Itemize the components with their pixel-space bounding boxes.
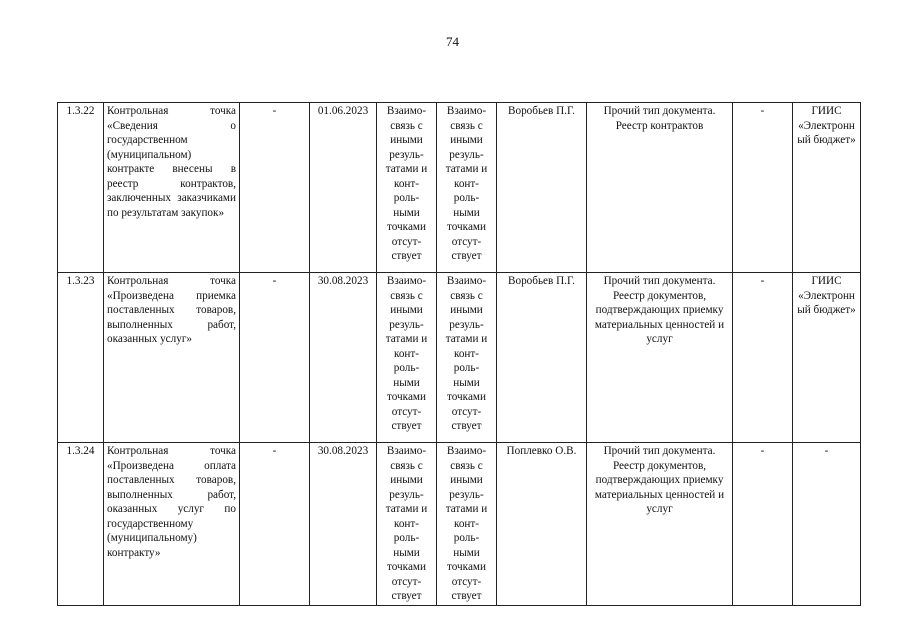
control-point-name: Контрольная точка «Произведена приемка поставленных товаров, выполненных работ, оказанных услуг» — [104, 273, 240, 443]
link-text-line: ствует — [451, 250, 482, 262]
page-number: 74 — [446, 34, 459, 49]
responsible-cell: Поплевко О.В. — [497, 443, 587, 606]
level-cell: - — [733, 273, 793, 443]
link-text-line: связь с — [450, 289, 483, 302]
link-text-line: роль- — [393, 532, 420, 544]
link-text-line: ствует — [391, 420, 422, 432]
link-text-line: иными — [450, 304, 483, 316]
link-text-line: татами и — [445, 503, 488, 515]
link-text-line: Взаимо- — [446, 105, 487, 117]
link-text-line: связь с — [390, 289, 423, 302]
link-text-line: конт- — [393, 347, 420, 360]
link-text-line: конт- — [453, 517, 480, 530]
link-text-line: Взаимо- — [446, 445, 487, 457]
link-text-line: конт- — [453, 177, 480, 190]
link-text-line: ствует — [391, 250, 422, 262]
date-cell: 30.08.2023 — [310, 443, 377, 606]
link-text-line: роль- — [453, 362, 480, 374]
link-text-line: иными — [450, 134, 483, 146]
link-text-line: точками — [447, 391, 486, 403]
link-text-line: резуль- — [449, 318, 484, 331]
link-text-line: роль- — [453, 532, 480, 544]
link-text-line: конт- — [393, 177, 420, 190]
link-text-line: отсут- — [451, 575, 482, 588]
link-text-line: резуль- — [389, 148, 424, 161]
system-cell: - — [793, 443, 861, 606]
link-next-cell — [437, 443, 497, 606]
link-text-line: татами и — [445, 163, 488, 175]
responsible-cell: Воробьев П.Г. — [497, 273, 587, 443]
document-cell: Прочий тип документа. Реестр документов, подтверждающих приемку материальных ценностей и услуг — [587, 443, 733, 606]
link-text-line: ными — [453, 206, 480, 219]
link-text-line: иными — [390, 134, 423, 146]
link-text-line: точками — [387, 221, 426, 233]
link-next-cell — [437, 273, 497, 443]
link-text-line: ными — [393, 546, 420, 559]
link-text-line: отсут- — [391, 235, 422, 248]
control-point-name: Контрольная точка «Произведена оплата поставленных товаров, выполненных работ, оказанных услуг по государственному (муниципальному) контракту» — [104, 443, 240, 606]
row-number: 1.3.23 — [58, 273, 104, 443]
link-text-line: отсут- — [391, 405, 422, 418]
link-text-line: ствует — [451, 420, 482, 432]
link-text-line: роль- — [453, 192, 480, 204]
link-text-line: связь с — [450, 459, 483, 472]
link-text-line: точками — [447, 561, 486, 573]
level-cell: - — [733, 103, 793, 273]
document-cell: Прочий тип документа. Реестр документов, подтверждающих приемку материальных ценностей и услуг — [587, 273, 733, 443]
row-number: 1.3.24 — [58, 443, 104, 606]
base-date-cell: - — [240, 273, 310, 443]
link-text-line: роль- — [393, 192, 420, 204]
link-text-line: ными — [453, 546, 480, 559]
link-next-cell — [437, 103, 497, 273]
link-text-line: точками — [447, 221, 486, 233]
link-text-line: точками — [387, 561, 426, 573]
link-text-line: конт- — [453, 347, 480, 360]
link-text-line: связь с — [450, 119, 483, 132]
link-prev-cell — [377, 103, 437, 273]
document-cell: Прочий тип документа. Реестр контрактов — [587, 103, 733, 273]
link-prev-cell — [377, 273, 437, 443]
table-row — [58, 273, 861, 443]
link-text-line: резуль- — [389, 488, 424, 501]
link-text-line: ствует — [451, 590, 482, 602]
link-text-line: отсут- — [451, 405, 482, 418]
link-text-line: татами и — [385, 163, 428, 175]
link-text-line: отсут- — [451, 235, 482, 248]
control-points-table — [57, 102, 861, 606]
link-text-line: татами и — [385, 503, 428, 515]
link-text-line: татами и — [445, 333, 488, 345]
link-text-line: точками — [387, 391, 426, 403]
date-cell: 30.08.2023 — [310, 273, 377, 443]
link-text-line: Взаимо- — [386, 105, 427, 117]
table-row — [58, 443, 861, 606]
link-text-line: ствует — [391, 590, 422, 602]
row-number: 1.3.22 — [58, 103, 104, 273]
control-point-name: Контрольная точка «Сведения о государственном (муниципальном) контракте внесены в реестр контрактов, заключенных заказчиками по результатам закупок» — [104, 103, 240, 273]
link-text-line: отсут- — [391, 575, 422, 588]
system-cell: ГИИС «Электронный бюджет» — [793, 273, 861, 443]
link-text-line: связь с — [390, 119, 423, 132]
system-cell: ГИИС «Электронный бюджет» — [793, 103, 861, 273]
table-row — [58, 103, 861, 273]
link-text-line: ными — [393, 206, 420, 219]
link-text-line: роль- — [393, 362, 420, 374]
link-text-line: Взаимо- — [446, 275, 487, 287]
link-text-line: резуль- — [449, 148, 484, 161]
link-text-line: иными — [390, 474, 423, 486]
date-cell: 01.06.2023 — [310, 103, 377, 273]
link-text-line: связь с — [390, 459, 423, 472]
link-text-line: резуль- — [449, 488, 484, 501]
link-text-line: Взаимо- — [386, 275, 427, 287]
responsible-cell: Воробьев П.Г. — [497, 103, 587, 273]
link-text-line: иными — [390, 304, 423, 316]
base-date-cell: - — [240, 103, 310, 273]
link-text-line: резуль- — [389, 318, 424, 331]
link-text-line: татами и — [385, 333, 428, 345]
base-date-cell: - — [240, 443, 310, 606]
link-text-line: ными — [453, 376, 480, 389]
link-text-line: Взаимо- — [386, 445, 427, 457]
level-cell: - — [733, 443, 793, 606]
link-text-line: иными — [450, 474, 483, 486]
link-text-line: ными — [393, 376, 420, 389]
link-text-line: конт- — [393, 517, 420, 530]
link-prev-cell — [377, 443, 437, 606]
